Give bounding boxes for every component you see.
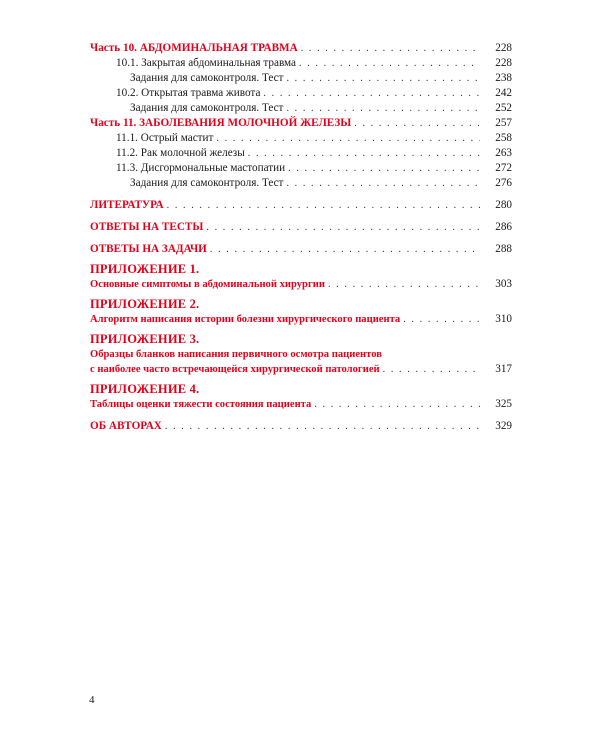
dot-leader [314, 397, 480, 412]
toc-entry-11-3[interactable] [90, 161, 512, 176]
toc-entry-title: Часть 10. АБДОМИНАЛЬНАЯ ТРАВМА [90, 42, 298, 54]
toc-entry-task-answers[interactable] [90, 242, 512, 257]
toc-entry-10-1[interactable] [90, 56, 512, 71]
toc-entry-authors[interactable] [90, 419, 512, 434]
toc-entry-10-2-test[interactable] [90, 101, 512, 116]
toc-entry-page: 263 [495, 147, 512, 159]
toc-entry-title: Задания для самоконтроля. Тест [130, 102, 284, 114]
toc-entry-page: 257 [495, 117, 512, 129]
toc-entry-page: 228 [495, 57, 512, 69]
toc-entry-page: 280 [495, 199, 512, 211]
dot-leader [216, 131, 480, 146]
table-of-contents [90, 41, 512, 434]
toc-entry-page: 325 [495, 398, 512, 410]
appendix-3-title-line: Образцы бланков написания первичного осмотра пациентов [90, 349, 382, 360]
toc-entry-title: Алгоритм написания истории болезни хирургического пациента [90, 314, 401, 325]
toc-entry-title: 11.2. Рак молочной железы [116, 147, 245, 159]
dot-leader [354, 116, 480, 131]
toc-entry-title: 11.1. Острый мастит [116, 132, 214, 144]
toc-entry-title: ОБ АВТОРАХ [90, 420, 162, 432]
toc-entry-page: 276 [495, 177, 512, 189]
toc-entry-page: 272 [495, 162, 512, 174]
toc-entry-title: ОТВЕТЫ НА ТЕСТЫ [90, 221, 204, 233]
toc-entry-test-answers[interactable] [90, 220, 512, 235]
toc-entry-10-1-test[interactable] [90, 71, 512, 86]
toc-entry-page: 242 [495, 87, 512, 99]
toc-entry-10-2[interactable] [90, 86, 512, 101]
dot-leader [167, 198, 480, 213]
toc-entry-page: 258 [495, 132, 512, 144]
toc-entry-title: Задания для самоконтроля. Тест [130, 72, 284, 84]
toc-entry-appendix-2[interactable] [90, 312, 512, 327]
dot-leader [301, 41, 480, 56]
toc-entry-part11[interactable] [90, 116, 512, 131]
toc-entry-title: с наиболее часто встречающейся хирургической патологией [90, 364, 380, 375]
toc-entry-title: Таблицы оценки тяжести состояния пациента [90, 399, 312, 410]
toc-entry-title: ЛИТЕРАТУРА [90, 199, 164, 211]
dot-leader [328, 277, 480, 292]
toc-entry-page: 303 [495, 278, 512, 290]
dot-leader [286, 71, 480, 86]
toc-entry-page: 310 [495, 313, 512, 325]
toc-entry-title: 10.1. Закрытая абдоминальная травма [116, 57, 297, 69]
dot-leader [263, 86, 480, 101]
dot-leader [286, 176, 480, 191]
toc-entry-appendix-3[interactable] [90, 362, 512, 377]
toc-entry-page: 228 [495, 42, 512, 54]
dot-leader [165, 419, 480, 434]
appendix-1-heading: ПРИЛОЖЕНИЕ 1. [90, 262, 200, 276]
toc-entry-title: Часть 11. ЗАБОЛЕВАНИЯ МОЛОЧНОЙ ЖЕЛЕЗЫ [90, 117, 352, 129]
toc-entry-title: Основные симптомы в абдоминальной хирургии [90, 279, 325, 290]
toc-entry-title: 10.2. Открытая травма живота [116, 87, 261, 99]
appendix-3-heading: ПРИЛОЖЕНИЕ 3. [90, 332, 200, 346]
toc-entry-title: 11.3. Дисгормональные мастопатии [116, 162, 286, 174]
dot-leader [248, 146, 480, 161]
dot-leader [210, 242, 480, 257]
toc-entry-part10[interactable] [90, 41, 512, 56]
dot-leader [286, 101, 480, 116]
toc-entry-page: 238 [495, 72, 512, 84]
dot-leader [206, 220, 480, 235]
dot-leader [288, 161, 480, 176]
appendix-4-heading: ПРИЛОЖЕНИЕ 4. [90, 382, 200, 396]
toc-entry-page: 288 [495, 243, 512, 255]
dot-leader [383, 362, 480, 377]
toc-entry-literature[interactable] [90, 198, 512, 213]
toc-entry-appendix-1[interactable] [90, 277, 512, 292]
dot-leader [299, 56, 480, 71]
toc-entry-page: 252 [495, 102, 512, 114]
toc-entry-11-2[interactable] [90, 146, 512, 161]
toc-entry-appendix-4[interactable] [90, 397, 512, 412]
toc-entry-title: Задания для самоконтроля. Тест [130, 177, 284, 189]
toc-entry-11-1[interactable] [90, 131, 512, 146]
dot-leader [403, 312, 480, 327]
page-number: 4 [89, 694, 95, 706]
toc-entry-page: 317 [495, 363, 512, 375]
toc-entry-page: 329 [495, 420, 512, 432]
toc-entry-title: ОТВЕТЫ НА ЗАДАЧИ [90, 243, 207, 255]
appendix-2-heading: ПРИЛОЖЕНИЕ 2. [90, 297, 200, 311]
toc-entry-11-test[interactable] [90, 176, 512, 191]
toc-entry-page: 286 [495, 221, 512, 233]
